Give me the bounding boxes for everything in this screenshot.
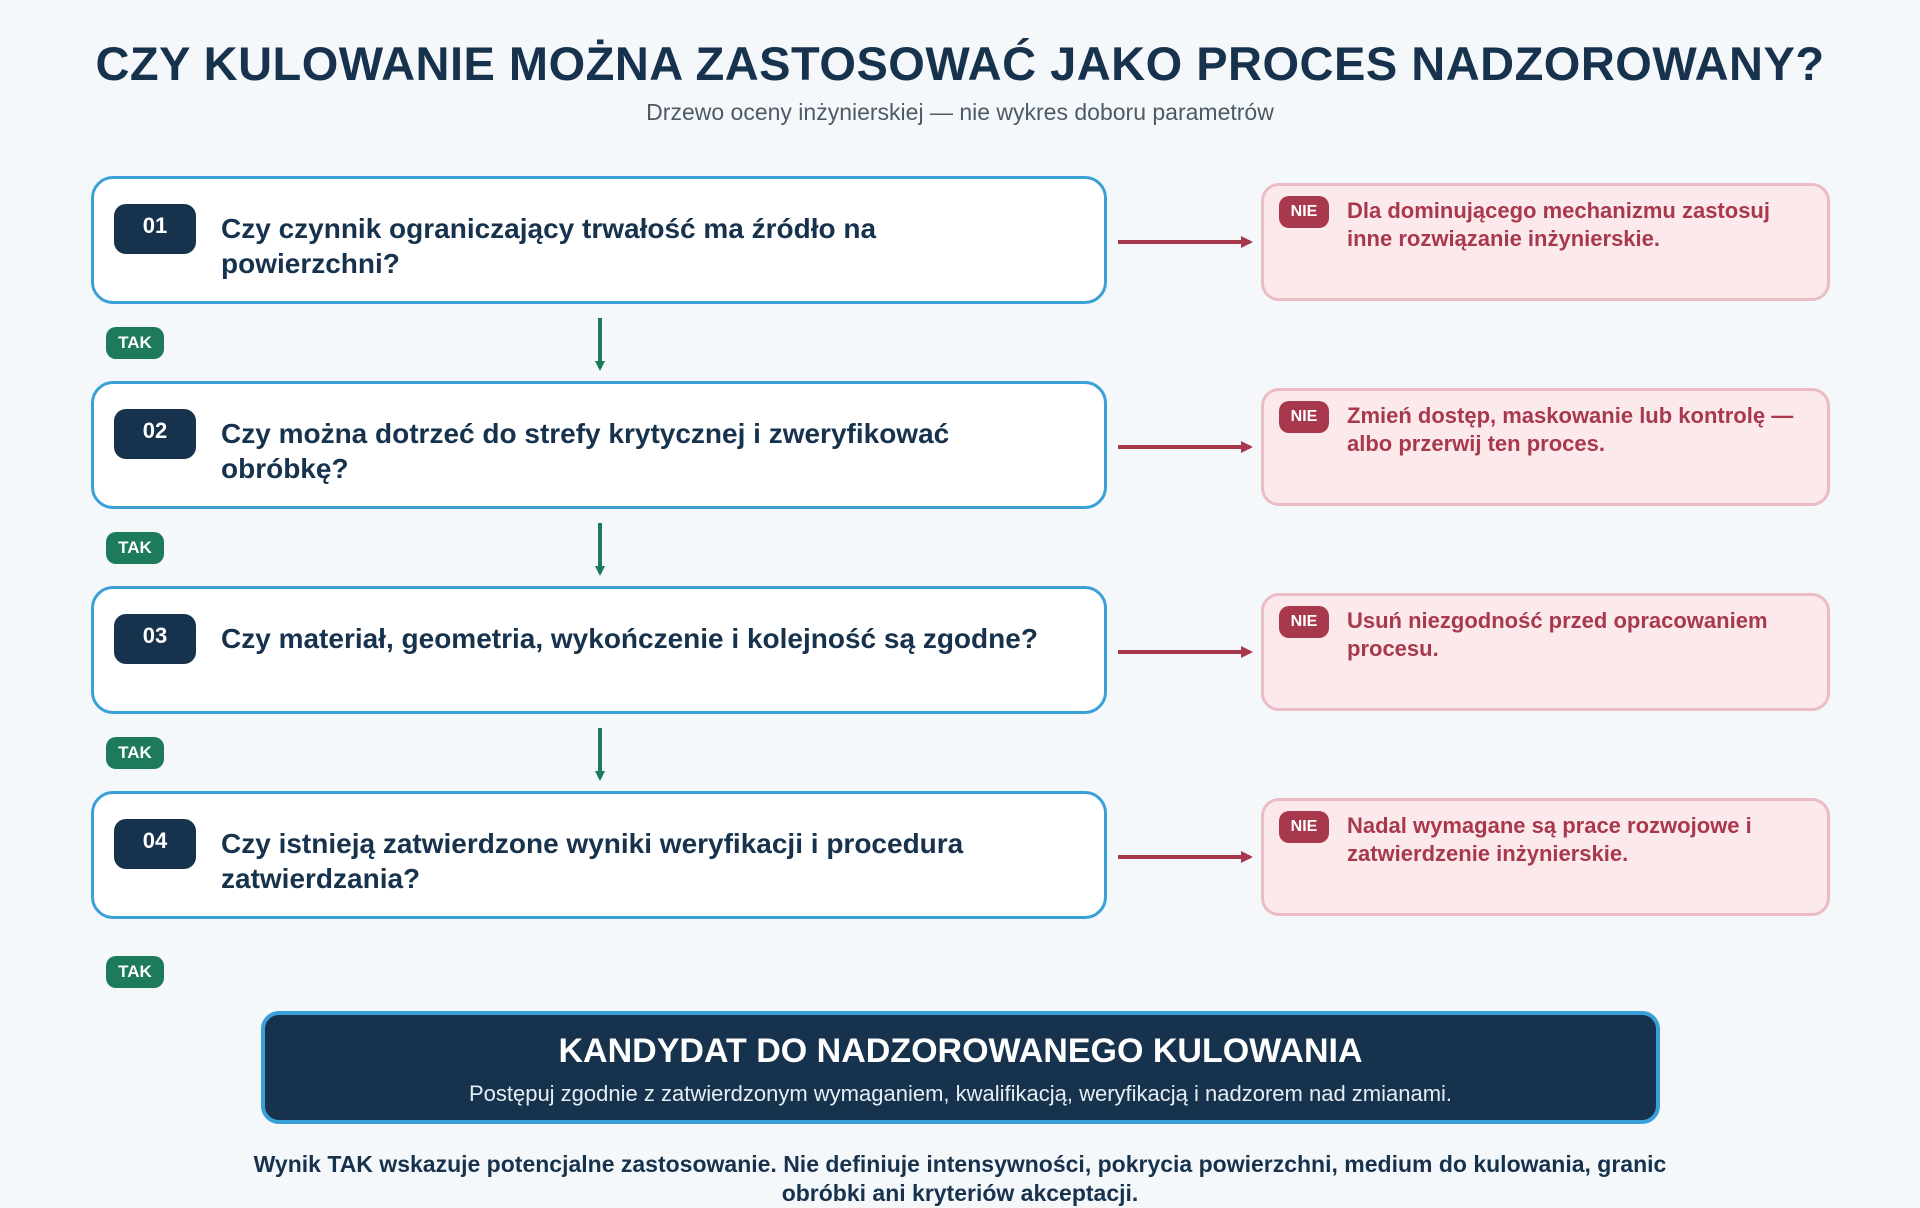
no-outcome-box-2 [1261,388,1830,506]
page-title: CZY KULOWANIE MOŻNA ZASTOSOWAĆ JAKO PROCES NADZOROWANY? [95,37,1825,90]
page-subtitle: Drzewo oceny inżynierskiej — nie wykres doboru parametrów [646,99,1274,125]
step-number: 04 [114,819,196,869]
question-text: Czy czynnik ograniczający trwałość ma źródło na powierzchni? [221,213,877,279]
question-box-2 [91,381,1107,509]
question-box-1 [91,176,1107,304]
question-box-4 [91,791,1107,919]
no-outcome-box-1 [1261,183,1830,301]
yes-badge: TAK [106,956,164,988]
step-number: 01 [114,204,196,254]
result-title: KANDYDAT DO NADZOROWANEGO KULOWANIA [558,1032,1363,1070]
no-badge: NIE [1279,401,1329,433]
result-box [261,1011,1660,1124]
yes-badge: TAK [106,737,164,769]
question-text: Czy materiał, geometria, wykończenie i kolejność są zgodne? [221,623,1038,654]
question-box-3 [91,586,1107,714]
no-badge: NIE [1279,811,1329,843]
result-text: Postępuj zgodnie z zatwierdzonym wymaganiem, kwalifikacją, weryfikacją i nadzorem nad zmianami. [468,1081,1453,1106]
no-outcome-box-3 [1261,593,1830,711]
yes-badge: TAK [106,327,164,359]
yes-badge: TAK [106,532,164,564]
no-outcome-text: Nadal wymagane są prace rozwojowe i zatwierdzenie inżynierskie. [1347,813,1752,866]
no-badge: NIE [1279,606,1329,638]
no-outcome-text: Dla dominującego mechanizmu zastosuj inne rozwiązanie inżynierskie. [1347,198,1770,251]
no-badge: NIE [1279,196,1329,228]
footnote: Wynik TAK wskazuje potencjalne zastosowanie. Nie definiuje intensywności, pokrycia powierzchni, medium do kulowania, granic obróbki ani kryteriów akceptacji. [253,1151,1667,1206]
step-number: 03 [114,614,196,664]
no-outcome-text: Zmień dostęp, maskowanie lub kontrolę — albo przerwij ten proces. [1347,403,1794,456]
question-text: Czy można dotrzeć do strefy krytycznej i zweryfikować obróbkę? [221,418,950,484]
no-outcome-box-4 [1261,798,1830,916]
question-text: Czy istnieją zatwierdzone wyniki weryfikacji i procedura zatwierdzania? [221,828,964,894]
no-outcome-text: Usuń niezgodność przed opracowaniem procesu. [1347,608,1768,661]
step-number: 02 [114,409,196,459]
